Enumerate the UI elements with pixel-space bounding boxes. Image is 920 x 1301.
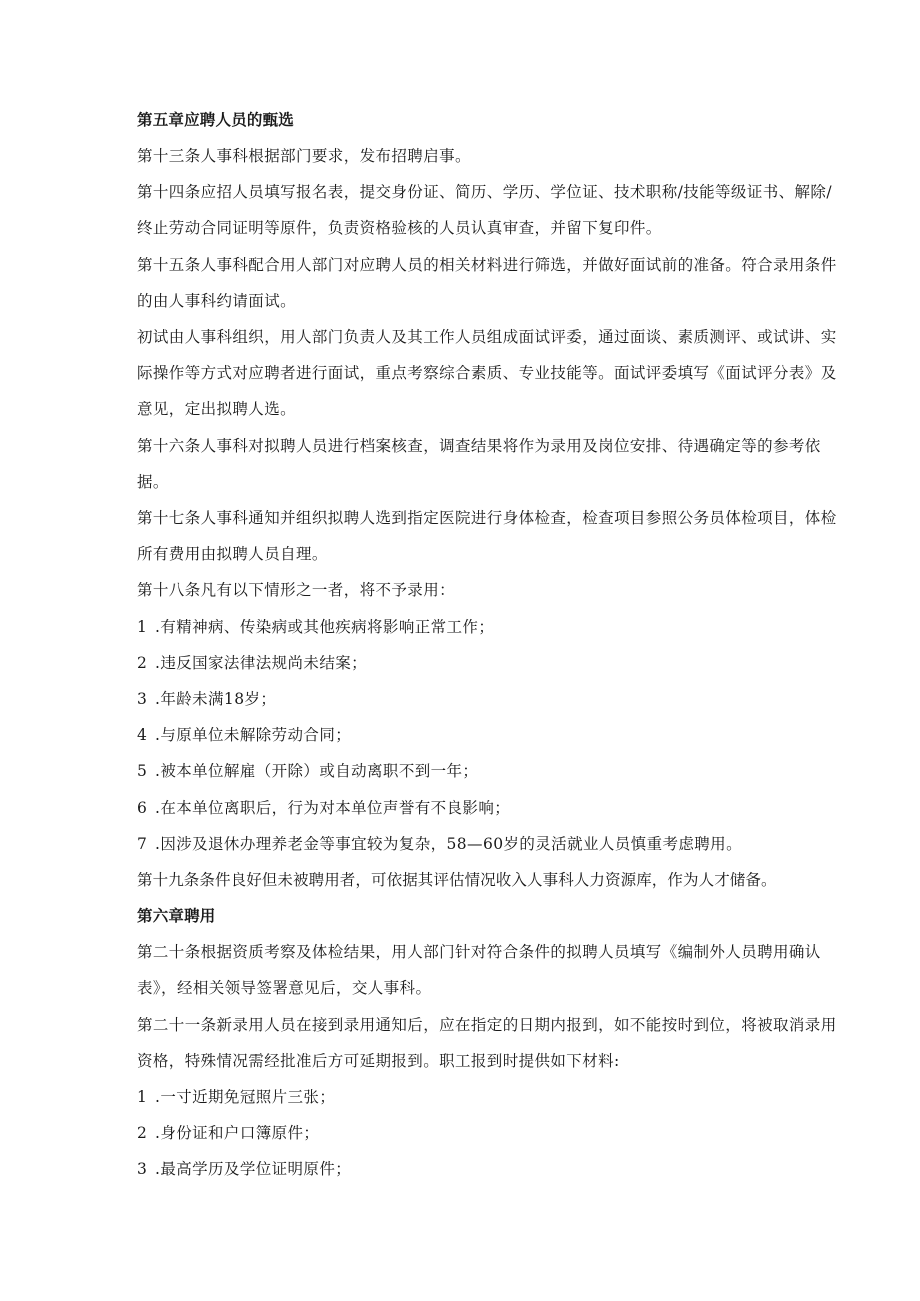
list-item: 1 .一寸近期免冠照片三张；	[137, 1088, 336, 1107]
article-18: 第十八条凡有以下情形之一者，将不予录用：	[137, 581, 456, 600]
interview-paragraph: 初试由人事科组织，用人部门负责人及其工作人员组成面试评委，通过面谈、素质测评、或试讲、实际操作等方式对应聘者进行面试，重点考察综合素质、专业技能等。面试评委填写《面试评分表》及意见，定出拟聘人选。	[137, 328, 837, 419]
list-item: 2 .身份证和户口簿原件；	[137, 1124, 320, 1143]
document-body	[137, 102, 843, 1188]
article-17: 第十七条人事科通知并组织拟聘人选到指定医院进行身体检查，检查项目参照公务员体检项目，体检所有费用由拟聘人员自理。	[137, 509, 837, 564]
list-item: 5 .被本单位解雇（开除）或自动离职不到一年；	[137, 762, 479, 781]
list-item: 6 .在本单位离职后，行为对本单位声誉有不良影响；	[137, 798, 511, 817]
article-20: 第二十条根据资质考察及体检结果，用人部门针对符合条件的拟聘人员填写《编制外人员聘用确认表》，经相关领导签署意见后，交人事科。	[137, 943, 821, 998]
list-item: 7 .因涉及退休办理养老金等事宜较为复杂，58—60岁的灵活就业人员慎重考虑聘用。	[137, 834, 742, 853]
list-item: 4 .与原单位未解除劳动合同；	[137, 726, 352, 745]
list-item: 3 .年龄未满18岁；	[137, 690, 277, 709]
article-21: 第二十一条新录用人员在接到录用通知后，应在指定的日期内报到，如不能按时到位，将被取消录用资格，特殊情况需经批准后方可延期报到。职工报到时提供如下材料:	[137, 1015, 837, 1070]
article-14: 第十四条应招人员填写报名表，提交身份证、简历、学历、学位证、技术职称/技能等级证书、解除/终止劳动合同证明等原件，负责资格验核的人员认真审查，并留下复印件。	[137, 183, 832, 238]
chapter-5-title: 第五章应聘人员的甄选	[137, 111, 295, 129]
list-item: 2 .违反国家法律法规尚未结案；	[137, 653, 368, 672]
article-16: 第十六条人事科对拟聘人员进行档案核查，调查结果将作为录用及岗位安排、待遇确定等的参考依据。	[137, 436, 821, 491]
article-19: 第十九条条件良好但未被聘用者，可依据其评估情况收入人事科人力资源库，作为人才储备。	[137, 871, 777, 890]
list-item: 1 .有精神病、传染病或其他疾病将影响正常工作；	[137, 617, 495, 636]
article-13: 第十三条人事科根据部门要求，发布招聘启事。	[137, 147, 471, 165]
article-15: 第十五条人事科配合用人部门对应聘人员的相关材料进行筛选，并做好面试前的准备。符合录用条件的由人事科约请面试。	[137, 255, 837, 310]
chapter-6-title: 第六章聘用	[137, 907, 216, 926]
list-item: 3 .最高学历及学位证明原件；	[137, 1160, 352, 1179]
